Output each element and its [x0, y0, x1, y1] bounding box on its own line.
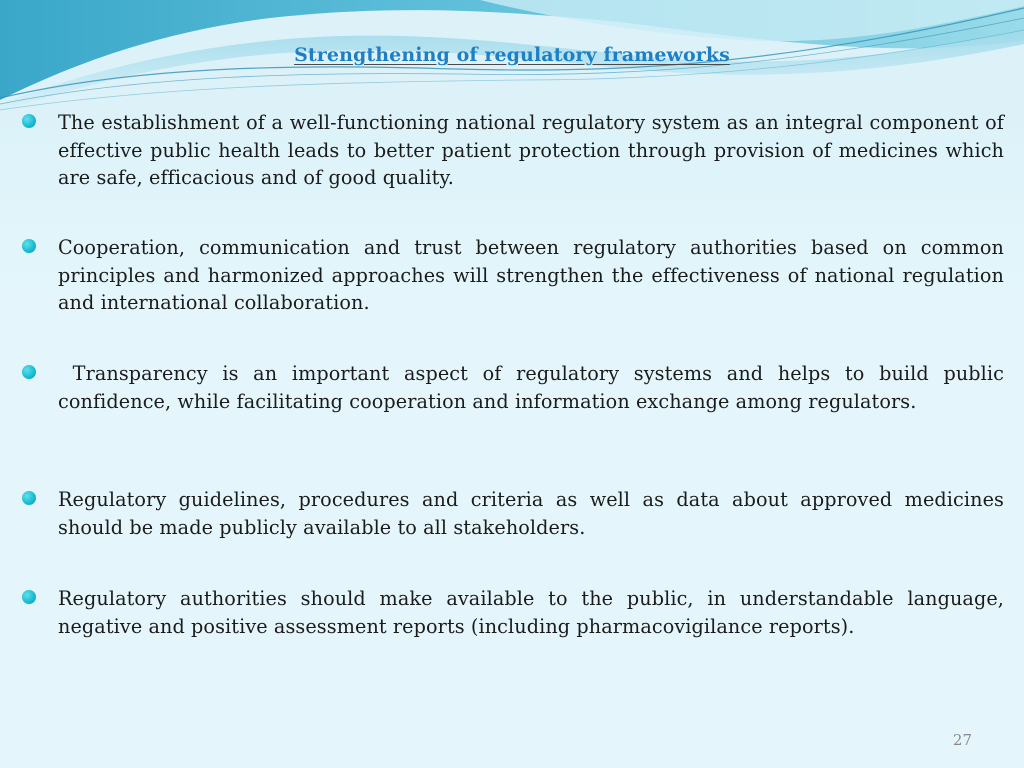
bullet-dot-icon — [22, 590, 36, 604]
slide-title: Strengthening of regulatory frameworks — [294, 44, 730, 66]
bullet-dot-icon — [22, 491, 36, 505]
bullet-text: Transparency is an important aspect of regulatory systems and helps to build public confidence, while facilitating cooperation and information exchange among regulators. — [58, 362, 1011, 413]
page-number: 27 — [952, 731, 972, 749]
bullet-dot-icon — [22, 114, 36, 128]
bullet-text: Regulatory guidelines, procedures and criteria as well as data about approved medicines should be made publicly available to all stakeholders. — [58, 488, 1004, 539]
bullet-text: Regulatory authorities should make available to the public, in understandable language, negative and positive assessment reports (including pharmacovigilance reports). — [58, 587, 1004, 638]
bullet-text: Cooperation, communication and trust between regulatory authorities based on common principles and harmonized approaches will strengthen the effectiveness of national regulation and international collaboration. — [58, 236, 1004, 314]
bullet-dot-icon — [22, 239, 36, 253]
bullet-dot-icon — [22, 365, 36, 379]
bullet-text: The establishment of a well-functioning national regulatory system as an integral component of effective public health leads to better patient protection through provision of medicines which are safe, efficacious and of good quality. — [58, 111, 1004, 189]
